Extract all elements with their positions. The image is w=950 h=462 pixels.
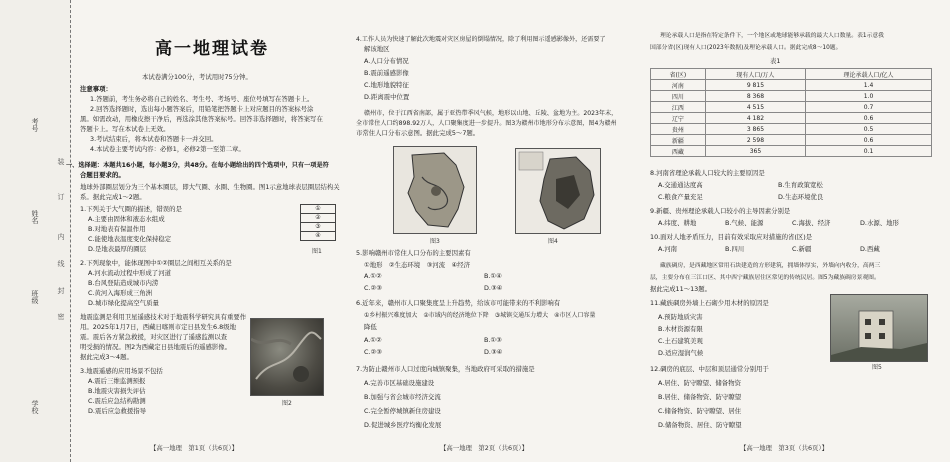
table-cell: 1.4 — [806, 80, 932, 91]
option: A.震后三维监测预报 — [88, 377, 146, 385]
table-header: 理论承载人口/亿人 — [806, 69, 932, 80]
table-row — [651, 113, 932, 124]
option: A.交通通达度高 — [658, 181, 703, 189]
name-label: 姓名 — [31, 210, 39, 224]
option: B.①④ — [484, 272, 502, 280]
question-4: 4.工作人员为快速了解此次地震对灾区房屋的倒塌情况，除了利用图示遥感影像外，还需要了 — [356, 36, 606, 43]
table-cell: 辽宁 — [651, 113, 706, 124]
option: D.生态环境优良 — [778, 193, 824, 201]
question-stem: 藏族碉房，是西藏地区常用石块建造的方形建筑，拥墙体厚实，外墙向内收分，高两三 — [660, 263, 881, 269]
table-row — [651, 91, 932, 102]
option: B.气候、能源 — [725, 219, 764, 227]
option: A.纬度、耕地 — [658, 219, 697, 227]
table-row — [651, 124, 932, 135]
option: C.地形地貌特征 — [364, 81, 409, 89]
option: A.完善市区基础设施建设 — [364, 379, 435, 387]
option: B.震前遥感影像 — [364, 69, 409, 77]
table-cell: 4 182 — [705, 113, 805, 124]
seal-char: 订 — [57, 193, 65, 200]
exam-intro: 本试卷满分100分，考试用时75分钟。 — [142, 73, 252, 81]
figure-2-satellite-image — [250, 318, 324, 396]
option: C.②③ — [364, 348, 382, 356]
table-cell: 1.0 — [806, 91, 932, 102]
question-stem: 理论承载人口是指在特定条件下，一个地区或地球能够承载的最大人口数量。表1示意我 — [660, 33, 884, 39]
notice-line: 1.答题前，考生务必将自己的姓名、考生号、考场号、座位号填写在答题卡上。 — [90, 95, 314, 103]
option: C.震后应急结构勘测 — [88, 397, 146, 405]
notice-line: 2.回答选择题时，选出每小题答案后，用铅笔把答题卡上对应题目的答案标号涂 — [90, 105, 314, 113]
page-footer: 【高一地理 第3页（共6页）】 — [740, 444, 829, 452]
option: B.四川 — [725, 245, 745, 253]
table-cell: 河南 — [651, 80, 706, 91]
table-cell: 新疆 — [651, 135, 706, 146]
table-cell: 2 598 — [705, 135, 805, 146]
page-footer: 【高一地理 第1页（共6页）】 — [150, 444, 239, 452]
question-6: 6.近年来，赣州市人口聚集度呈上升趋势，给该市可能带来的不利影响有 — [356, 299, 561, 307]
question-6-items: ①乡村振兴难度加大 ②市域内的经济地位下降 ③城镇交通压力增大 ④市区人口容量 — [364, 312, 596, 319]
option: A.居住、防守瞭望、储备物资 — [658, 379, 741, 387]
option: A.①② — [364, 336, 382, 344]
layer-label: ① — [301, 205, 335, 214]
table-cell: 四川 — [651, 91, 706, 102]
option: D.③④ — [484, 284, 503, 292]
table-cell: 江西 — [651, 102, 706, 113]
table-cell: 0.5 — [806, 124, 932, 135]
option: B.对地表有保温作用 — [88, 225, 146, 233]
question-stem: 层，主要分布在三江口区、其中西宁藏族居住区常见的传统民居。图5为藏族碉房景观图。 — [650, 275, 880, 281]
figure-5-building — [831, 295, 927, 361]
option: B.地震灾害损失评估 — [88, 387, 146, 395]
option: D.储备物资、居住、防守瞭望 — [658, 421, 742, 429]
layer-label: ② — [301, 214, 335, 223]
table-cell: 9 815 — [705, 80, 805, 91]
seal-char: 封 — [57, 287, 65, 294]
question-1: 1.下列关于大气圈的描述，错误的是 — [80, 205, 182, 213]
question-stem: 市常住人口分布示意图。据此完成5～7题。 — [356, 129, 480, 137]
notice-line: 4.本试卷主要考试内容：必修1，必修2第一至第二章。 — [90, 145, 245, 153]
figure-4-map-shape — [516, 149, 600, 233]
seal-char: 密 — [57, 313, 65, 320]
layer-label: ④ — [315, 232, 321, 239]
notice-line: 答题卡上。写在本试卷上无效。 — [80, 125, 170, 133]
question-10: 10.面对人地矛盾压力，目前有效采取应对措施的省(区)是 — [650, 233, 813, 241]
option: D.震后应急救援指导 — [88, 407, 147, 415]
option: C.粮食产量充足 — [658, 193, 703, 201]
table-cell: 0.7 — [806, 102, 932, 113]
table-cell: 西藏 — [651, 146, 706, 157]
option: C.完全暂停城镇新住房建设 — [364, 407, 441, 415]
question-stem: 系。据此完成1～2题。 — [80, 193, 146, 201]
question-8: 8.河南省理论承载人口较大的主要原因是 — [650, 169, 765, 177]
table-row — [651, 135, 932, 146]
figure-1-layers — [300, 204, 336, 241]
option: D.③④ — [484, 348, 503, 356]
layer-label: ③ — [301, 223, 335, 232]
question-stem: 据此完成3～4题。 — [80, 353, 133, 361]
option: C.储备物资、防守瞭望、居住 — [658, 407, 742, 415]
option: B.木材资源有限 — [658, 325, 703, 333]
table-cell: 3 865 — [705, 124, 805, 135]
option: D.是地表最厚的圈层 — [88, 245, 147, 253]
question-stem: 国部分省(区)现有人口(2023年数据)及理论承载人口。据此完成8～10题。 — [650, 45, 842, 51]
question-11: 11.藏族碉房外墙上石砌少用木材的原因是 — [650, 299, 769, 307]
figure-3-terrain-map — [393, 146, 477, 234]
table-row — [651, 80, 932, 91]
question-stem: 据此完成11～13题。 — [650, 285, 711, 293]
option: A.河水流动过程中形成了河道 — [88, 269, 171, 277]
table-cell: 0.6 — [806, 113, 932, 124]
question-12: 12.碉房的底层、中层和顶层通常分别用于 — [650, 365, 769, 373]
option: C.黄河入海形成三角洲 — [88, 289, 153, 297]
option: C.能使地表温度变化保持稳定 — [88, 235, 172, 243]
question-stem: 全市常住人口约898.92万人，人口聚集度进一步提升。图3为赣州市地形分布示意图，图4为赣州 — [356, 120, 617, 127]
notice-line: 黑。如需改动，用橡皮擦干净后，再选涂其他答案标号。回答非选择题时，将答案写在 — [80, 115, 323, 123]
figure-5-caption: 图5 — [872, 364, 882, 371]
table-cell: 8 368 — [705, 91, 805, 102]
question-stem: 地球外部圈层划分为三个基本圈层，即大气圈、水圈、生物圈。图1示意地球表层圈层结构关 — [80, 183, 340, 191]
figure-4-population-map — [515, 148, 601, 234]
option: B.居住、储备物资、防守瞭望 — [658, 393, 742, 401]
table-row — [651, 146, 932, 157]
table-row — [651, 102, 932, 113]
option: C.新疆 — [792, 245, 812, 253]
table-cell: 0.1 — [806, 146, 932, 157]
option: B.生育政策宽松 — [778, 181, 823, 189]
question-5-items: ①地形 ②生态环境 ③河流 ④经济 — [364, 261, 470, 269]
binding-strip — [0, 0, 71, 462]
table-cell: 4 515 — [705, 102, 805, 113]
option: D.西藏 — [860, 245, 880, 253]
question-4-cont: 解该地区 — [364, 45, 390, 53]
option: C.②③ — [364, 284, 382, 292]
seal-char: 装 — [57, 158, 65, 165]
option: D.距离震中位置 — [364, 93, 410, 101]
seal-char: 内 — [57, 233, 65, 240]
question-stem: 赣州市，位于江西省南部，属于亚热带季风气候，地形以山地、丘陵、盆地为主。2023年末， — [364, 110, 618, 117]
table-title: 表1 — [770, 57, 781, 65]
question-9: 9.新疆、贵州理论承载人口较小的主导因素分别是 — [650, 207, 791, 215]
figure-5-tower-house-photo — [830, 294, 928, 362]
question-stem: 明受损的情况。图2为西藏定日县地震后的遥感影像。 — [80, 343, 232, 351]
option: C.土石建筑美观 — [658, 337, 703, 345]
question-stem: 震。震后各方紧急救援，对灾区进行了遥感监测以查 — [80, 333, 227, 341]
page-title: 高一地理试卷 — [155, 39, 269, 59]
option: A.主要由固体和液态水组成 — [88, 215, 165, 223]
figure-4-caption: 图4 — [548, 238, 558, 245]
population-table — [650, 68, 932, 157]
section-heading: 一、选择题：本题共16小题，每小题3分，共48分。在每小题给出的四个选项中，只有一项是符 — [66, 162, 329, 169]
question-7: 7.为防止赣州市人口过度向城镇聚集，当地政府可采取的措施是 — [356, 365, 535, 373]
table-cell: 贵州 — [651, 124, 706, 135]
notice-line: 3.考试结束后，将本试卷和答题卡一并交回。 — [90, 135, 218, 143]
figure-2-texture — [251, 319, 323, 395]
figure-3-caption: 图3 — [430, 238, 440, 245]
option: A.预防地质灾害 — [658, 313, 703, 321]
question-stem: 用。2025年1月7日，西藏日喀则市定日县发生6.8级地 — [80, 323, 236, 331]
option: D.水源、地形 — [860, 219, 899, 227]
school-label: 学校 — [31, 400, 39, 414]
question-2: 2.下列现象中，能体现图中①②圈层之间相互关系的是 — [80, 259, 232, 267]
option: B.①③ — [484, 336, 502, 344]
option: B.加强与省会城市经济交流 — [364, 393, 441, 401]
figure-1-caption: 图1 — [312, 248, 322, 255]
class-label: 班级 — [31, 290, 39, 304]
section-heading-cont: 合题目要求的。 — [80, 171, 125, 179]
exam-number-label: 考号 — [31, 118, 39, 132]
page-footer: 【高一地理 第2页（共6页）】 — [440, 444, 529, 452]
table-header-row — [651, 69, 932, 80]
figure-3-map-shape — [394, 147, 476, 233]
option: D.城市绿化提高空气质量 — [88, 299, 159, 307]
table-header: 省(区) — [651, 69, 706, 80]
table-header: 现有人口/万人 — [705, 69, 805, 80]
option: A.河南 — [658, 245, 678, 253]
seal-char: 线 — [57, 260, 65, 267]
option: D.适应湿润气候 — [658, 349, 704, 357]
option: D.促进城乡医疗均衡化发展 — [364, 421, 442, 429]
question-3: 3.地震遥感的应用场景不包括 — [80, 367, 163, 375]
table-cell: 0.6 — [806, 135, 932, 146]
option: A.人口分布情况 — [364, 57, 409, 65]
question-6-items-cont: 降低 — [364, 323, 377, 331]
option: C.海拔、经济 — [792, 219, 831, 227]
option: B.台风登陆造成城市内涝 — [88, 279, 159, 287]
question-5: 5.影响赣州市常住人口分布的主要因素有 — [356, 249, 471, 257]
table-cell: 365 — [705, 146, 805, 157]
option: A.①② — [364, 272, 382, 280]
figure-2-caption: 图2 — [282, 400, 292, 407]
notice-title: 注意事项： — [80, 85, 112, 93]
question-stem: 地震监测是利用卫星遥感技术对于地震科学研究具有重要作 — [80, 313, 247, 321]
